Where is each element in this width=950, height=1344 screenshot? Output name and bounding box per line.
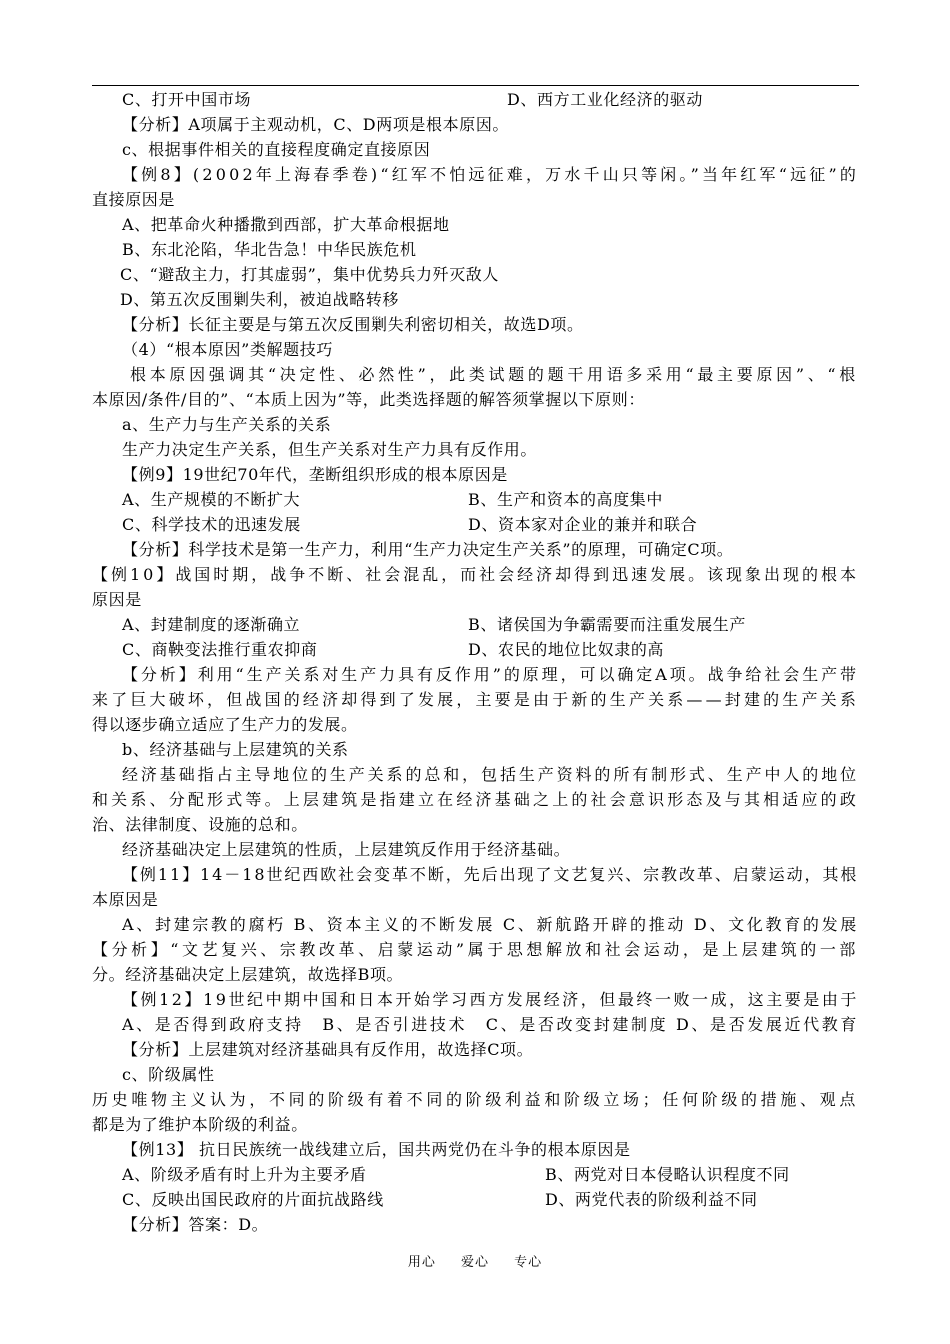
line-text: 经济基础指占主导地位的生产关系的总和，包括生产资料的所有制形式、生产中人的地位 [122, 765, 859, 784]
text-line [0, 563, 950, 587]
line-option-right: B、诸侯国为争霸需要而注重发展生产 [468, 615, 746, 634]
text-line [0, 1188, 950, 1212]
text-line [0, 888, 950, 912]
line-text: A、生产规模的不断扩大 [122, 490, 301, 509]
line-text: 【分析】答案：D。 [122, 1215, 269, 1234]
line-text: 【分析】“文艺复兴、宗教改革、启蒙运动”属于思想解放和社会运动，是上层建筑的一部 [92, 940, 859, 959]
text-line [0, 938, 950, 962]
line-text: A、把革命火种播撒到西部，扩大革命根据地 [122, 215, 450, 234]
line-text: A、是否得到政府支持 B、是否引进技术 C、是否改变封建制度 D、是否发展近代教育 [122, 1015, 859, 1034]
text-line [0, 913, 950, 937]
line-text: c、根据事件相关的直接程度确定直接原因 [122, 140, 431, 159]
line-text: C、反映出国民政府的片面抗战路线 [122, 1190, 384, 1209]
line-text: C、“避敌主力，打其虚弱”，集中优势兵力歼灭敌人 [120, 265, 500, 284]
line-text: （4）“根本原因”类解题技巧 [122, 340, 333, 359]
line-text: 来了巨大破坏，但战国的经济却得到了发展，主要是由于新的生产关系——封建的生产关系 [92, 690, 859, 709]
line-text: 直接原因是 [92, 190, 176, 209]
text-line [0, 588, 950, 612]
text-line [0, 638, 950, 662]
text-line [0, 1013, 950, 1037]
line-option-right: B、生产和资本的高度集中 [468, 490, 663, 509]
text-line [0, 538, 950, 562]
text-line [0, 113, 950, 137]
line-text: a、生产力与生产关系的关系 [122, 415, 332, 434]
text-line [0, 1088, 950, 1112]
line-text: A、封建制度的逐渐确立 [122, 615, 301, 634]
footer-word-1: 用心 [407, 1255, 436, 1270]
text-line [0, 613, 950, 637]
text-line [0, 238, 950, 262]
line-text: 【分析】长征主要是与第五次反围剿失利密切相关，故选D项。 [122, 315, 584, 334]
line-text: 原因是 [92, 590, 142, 609]
text-line [0, 1213, 950, 1237]
text-line [0, 963, 950, 987]
line-text: c、阶级属性 [122, 1065, 215, 1084]
line-text: 【分析】科学技术是第一生产力，利用“生产力决定生产关系”的原理，可确定C项。 [122, 540, 734, 559]
line-text: 分。经济基础决定上层建筑，故选择B项。 [92, 965, 404, 984]
text-line [0, 213, 950, 237]
text-line [0, 488, 950, 512]
line-text: B、东北沦陷，华北告急！中华民族危机 [122, 240, 417, 259]
text-line [0, 163, 950, 187]
line-text: D、第五次反围剿失利，被迫战略转移 [120, 290, 400, 309]
text-line [0, 688, 950, 712]
text-line [0, 513, 950, 537]
text-line [0, 463, 950, 487]
text-line [0, 988, 950, 1012]
line-text: 得以逐步确立适应了生产力的发展。 [92, 715, 358, 734]
line-text: 【例12】19世纪中期中国和日本开始学习西方发展经济，但最终一败一成，这主要是由于 [122, 990, 859, 1009]
line-text: 都是为了维护本阶级的利益。 [92, 1115, 308, 1134]
line-text: 生产力决定生产关系，但生产关系对生产力具有反作用。 [122, 440, 538, 459]
text-line [0, 763, 950, 787]
line-text: C、科学技术的迅速发展 [122, 515, 301, 534]
line-text: A、封建宗教的腐朽 B、资本主义的不断发展 C、新航路开辟的推动 D、文化教育的发展 [122, 915, 859, 934]
text-line [0, 338, 950, 362]
line-option-right: B、两党对日本侵略认识程度不同 [545, 1165, 790, 1184]
text-line [0, 88, 950, 112]
line-text: 根本原因强调其“决定性、必然性”，此类试题的题干用语多采用“最主要原因”、“根 [130, 365, 859, 384]
line-text: 本原因是 [92, 890, 159, 909]
line-text: 【分析】上层建筑对经济基础具有反作用，故选择C项。 [122, 1040, 534, 1059]
text-line [0, 1163, 950, 1187]
text-line [0, 288, 950, 312]
line-text: 【分析】利用“生产关系对生产力具有反作用”的原理，可以确定A项。战争给社会生产带 [122, 665, 859, 684]
text-line [0, 138, 950, 162]
line-text: 和关系、分配形式等。上层建筑是指建立在经济基础之上的社会意识形态及与其相适应的政 [92, 790, 859, 809]
text-line [0, 438, 950, 462]
line-text: 【分析】A项属于主观动机，C、D两项是根本原因。 [122, 115, 510, 134]
text-line [0, 713, 950, 737]
line-text: 历史唯物主义认为，不同的阶级有着不同的阶级利益和阶级立场；任何阶级的措施、观点 [92, 1090, 859, 1109]
line-text: 本原因/条件/目的”、“本质上因为”等，此类选择题的解答须掌握以下原则： [92, 390, 645, 409]
line-text: 【例13】 抗日民族统一战线建立后，国共两党仍在斗争的根本原因是 [122, 1140, 631, 1159]
line-text: C、商鞅变法推行重农抑商 [122, 640, 318, 659]
text-line [0, 738, 950, 762]
text-line [0, 1138, 950, 1162]
text-line [0, 413, 950, 437]
footer-word-3: 专心 [514, 1255, 543, 1270]
text-line [0, 188, 950, 212]
line-text: b、经济基础与上层建筑的关系 [122, 740, 349, 759]
text-line [0, 813, 950, 837]
line-text: 【例11】14－18世纪西欧社会变革不断，先后出现了文艺复兴、宗教改革、启蒙运动，其根 [122, 865, 859, 884]
line-text: 【例9】19世纪70年代，垄断组织形成的根本原因是 [122, 465, 508, 484]
page-footer [0, 1251, 950, 1270]
footer-word-2: 爱心 [460, 1255, 489, 1270]
text-line [0, 263, 950, 287]
line-option-right: D、资本家对企业的兼并和联合 [468, 515, 698, 534]
text-line [0, 363, 950, 387]
text-line [0, 1113, 950, 1137]
text-line [0, 663, 950, 687]
text-line [0, 863, 950, 887]
text-line [0, 313, 950, 337]
line-text: 经济基础决定上层建筑的性质，上层建筑反作用于经济基础。 [122, 840, 571, 859]
line-text: C、打开中国市场 [122, 90, 252, 109]
line-option-right: D、农民的地位比奴隶的高 [468, 640, 665, 659]
text-line [0, 1063, 950, 1087]
line-option-right: D、两党代表的阶级利益不同 [545, 1190, 758, 1209]
line-text: 治、法律制度、设施的总和。 [92, 815, 308, 834]
header-rule [92, 85, 859, 86]
text-line [0, 388, 950, 412]
text-line [0, 838, 950, 862]
text-line [0, 1038, 950, 1062]
line-text: 【例8】(2002年上海春季卷)“红军不怕远征难，万水千山只等闲。”当年红军“远征”的 [122, 165, 859, 184]
line-text: A、阶级矛盾有时上升为主要矛盾 [122, 1165, 367, 1184]
text-line [0, 788, 950, 812]
line-text: 【例10】战国时期，战争不断、社会混乱，而社会经济却得到迅速发展。该现象出现的根本 [92, 565, 859, 584]
line-option-right: D、西方工业化经济的驱动 [507, 90, 704, 109]
